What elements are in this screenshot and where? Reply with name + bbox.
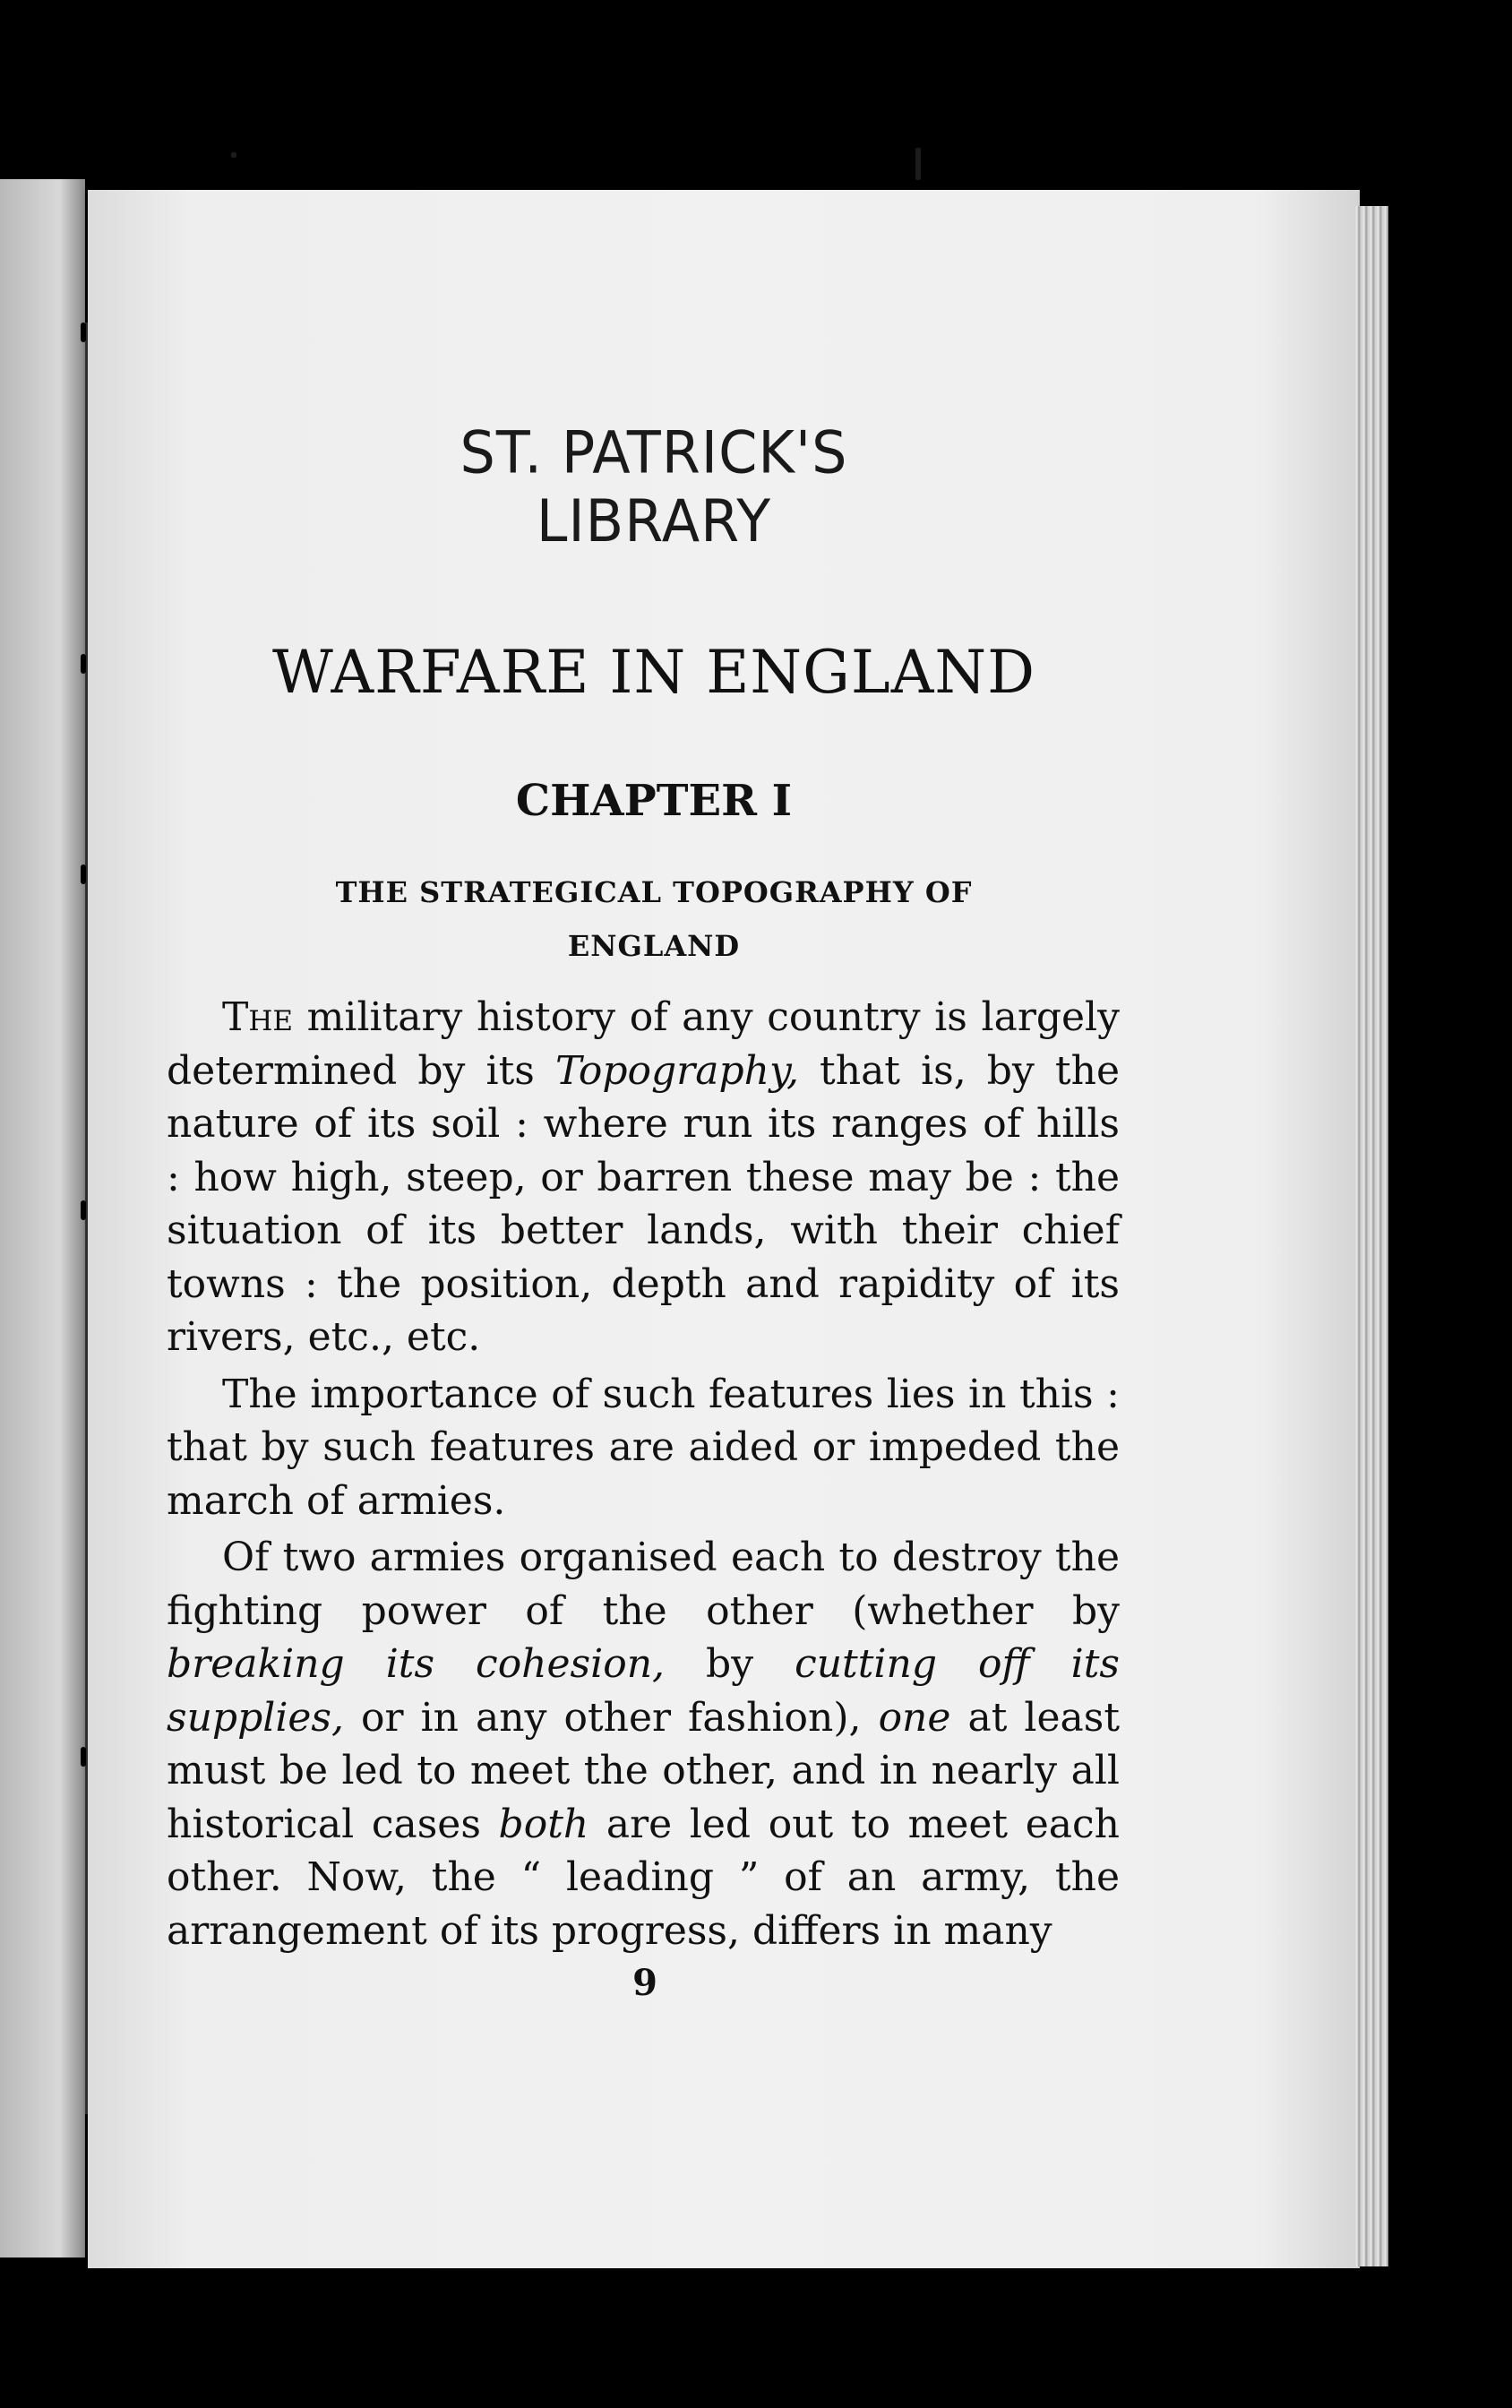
chapter-subtitle (215, 865, 1093, 973)
page-edges (1354, 206, 1388, 2266)
library-stamp: ST. PATRICK'S LIBRARY (460, 417, 848, 555)
paragraph-text: by (665, 1641, 795, 1687)
binding-mark (81, 864, 86, 884)
previous-page-edge (0, 179, 85, 2258)
binding-mark (81, 654, 86, 674)
binding-mark (81, 322, 86, 342)
scan-speck (231, 152, 236, 158)
paragraph-text: at least must be led to meet the other, and in nearly all historical cases (167, 1694, 1120, 1847)
paragraph-text: The importance of such features lies in this : that by such features are aided or impeded the march of armies. (167, 1371, 1120, 1524)
italic-text: one (878, 1694, 951, 1741)
paragraph-text: Of two armies organised each to destroy the fighting power of the other (whether by (167, 1535, 1120, 1634)
chapter-subtitle-line: ENGLAND (567, 929, 741, 963)
binding-mark (81, 1200, 86, 1220)
paragraph-text: that is, by the nature of its soil : where run its ranges of hills : how high, steep, or barren these may be : the situation of its better lands, with their chief towns : the position, depth and rapidity of its rivers, etc., etc. (167, 1047, 1120, 1360)
italic-text: both (498, 1801, 589, 1847)
scan-speck (915, 148, 921, 180)
paragraph (167, 1531, 1120, 1957)
book-title: WARFARE IN ENGLAND (271, 638, 1036, 707)
paragraph (167, 991, 1120, 1364)
chapter-subtitle-line: THE STRATEGICAL TOPOGRAPHY OF (335, 875, 973, 909)
binding-mark (81, 1747, 86, 1767)
paragraph-text: military history of any country is largely determined by its (167, 994, 1120, 1094)
italic-text: breaking its cohesion, (167, 1641, 666, 1687)
body-text (167, 991, 1120, 1957)
paragraph-text: are led out to meet each other. Now, the “ leading ” of an army, the arrangement of its progress, differs in many (167, 1801, 1120, 1954)
page-number: 9 (632, 1962, 657, 2004)
italic-text: cutting off its supplies, (167, 1641, 1121, 1741)
chapter-heading: CHAPTER I (515, 776, 793, 826)
paragraph (167, 1368, 1120, 1528)
italic-text: Topography, (554, 1047, 799, 1094)
small-caps-text: The (222, 994, 294, 1040)
paragraph-text: or in any other fashion), (344, 1694, 879, 1741)
